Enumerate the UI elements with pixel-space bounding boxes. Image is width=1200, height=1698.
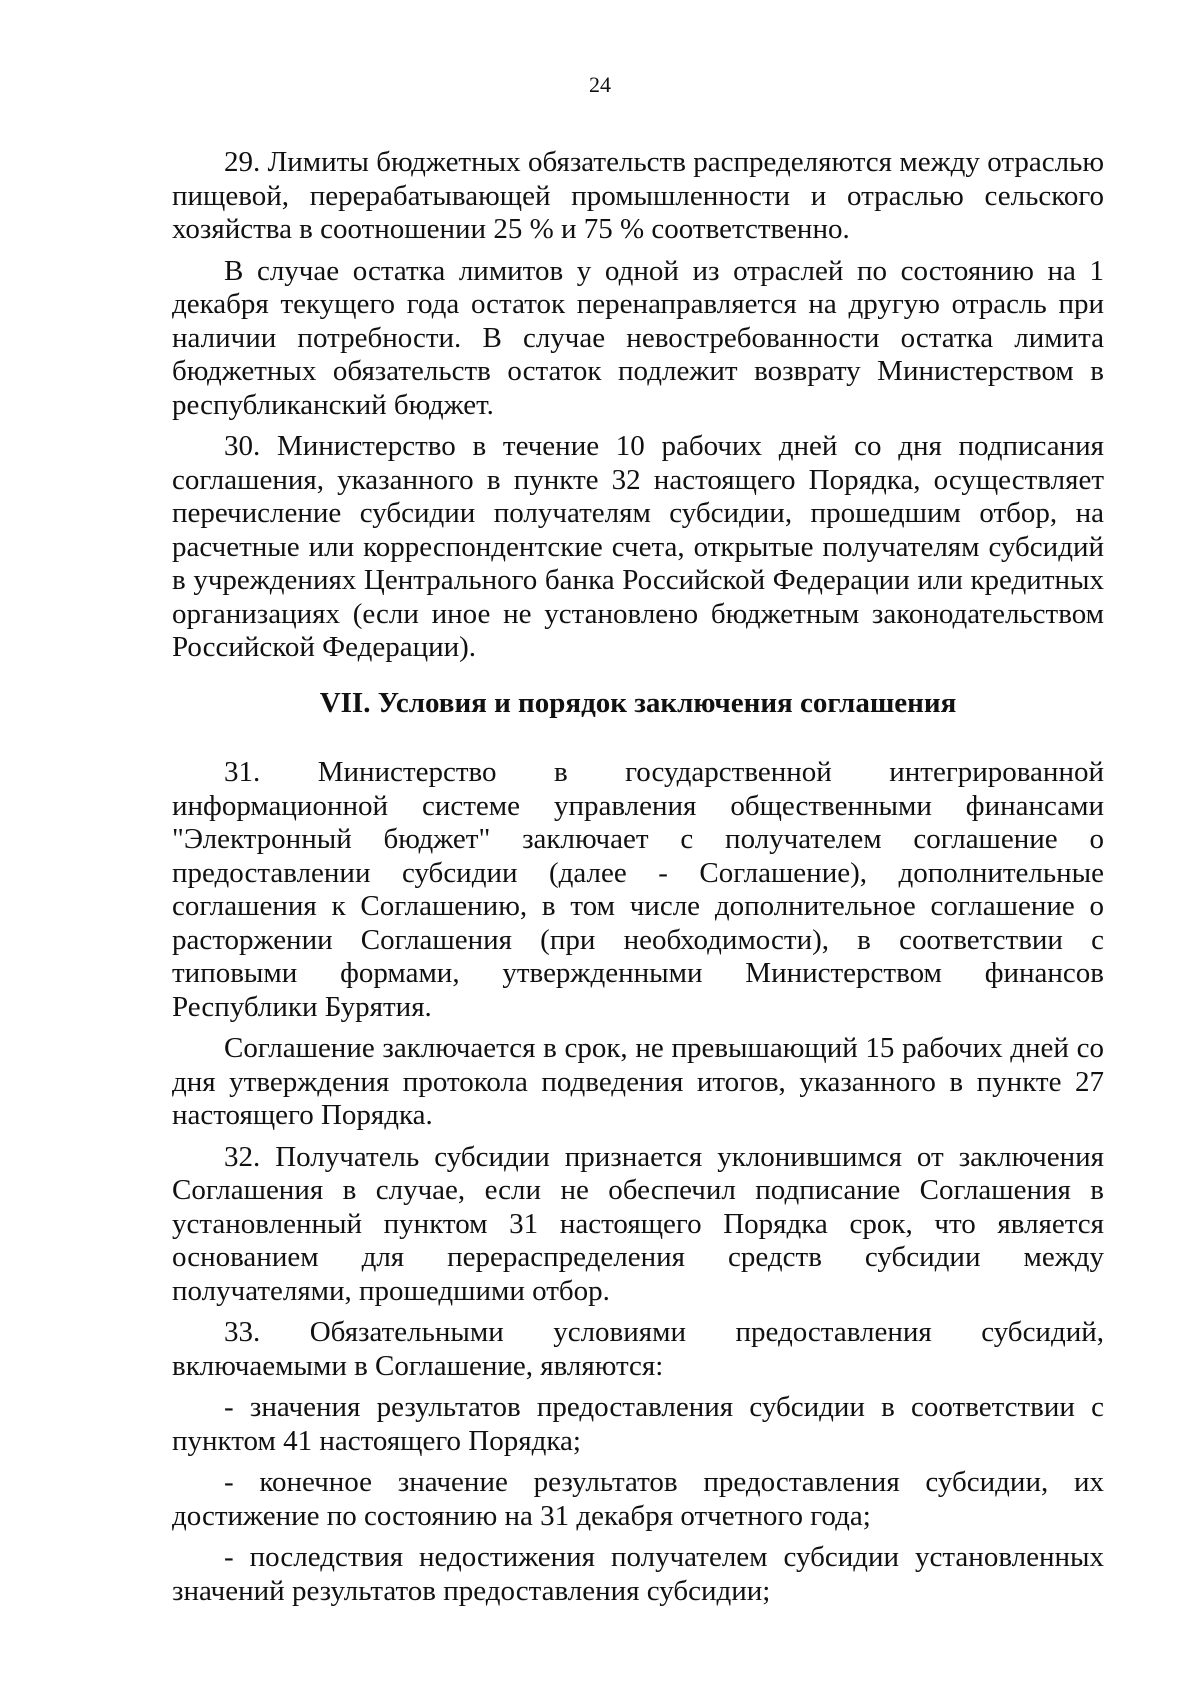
section-heading: VII. Условия и порядок заключения соглашения xyxy=(319,686,957,719)
paragraph-32: 32. Получатель субсидии признается уклонившимся от заключения Соглашения в случае, если не обеспечил подписание Соглашения в установленный пунктом 31 настоящего Порядка срок, что является основанием для перераспределения средств субсидии между получателями, прошедшими отбор. xyxy=(172,1140,1104,1307)
paragraph-33: 33. Обязательными условиями предоставления субсидий, включаемыми в Соглашение, являются: xyxy=(172,1316,1104,1382)
list-item-consequences: - последствия недостижения получателем субсидии установленных значений результатов предоставления субсидии; xyxy=(172,1541,1104,1607)
paragraph-29: 29. Лимиты бюджетных обязательств распределяются между отраслью пищевой, перерабатывающей промышленности и отраслью сельского хозяйства в соотношении 25 % и 75 % соответственно. xyxy=(172,146,1104,245)
paragraph-30: 30. Министерство в течение 10 рабочих дней со дня подписания соглашения, указанного в пункте 32 настоящего Порядка, осуществляет перечисление субсидии получателям субсидии, прошедшим отбор, на расчетные или корреспондентские счета, открытые получателям субсидий в учреждениях Центрального банка Российской Федерации или кредитных организациях (если иное не установлено бюджетным законодательством Российской Федерации). xyxy=(172,430,1104,663)
document-body xyxy=(172,146,1104,1616)
paragraph-agreement-term: Соглашение заключается в срок, не превышающий 15 рабочих дней со дня утверждения протокола подведения итогов, указанного в пункте 27 настоящего Порядка. xyxy=(172,1032,1104,1131)
list-item-result-values: - значения результатов предоставления субсидии в соответствии с пунктом 41 настоящего Порядка; xyxy=(172,1391,1104,1457)
list-item-final-value: - конечное значение результатов предоставления субсидии, их достижение по состоянию на 31 декабря отчетного года; xyxy=(172,1466,1104,1532)
paragraph-31: 31. Министерство в государственной интегрированной информационной системе управления общественными финансами "Электронный бюджет" заключает с получателем соглашение о предоставлении субсидии (далее - Соглашение), дополнительные соглашения к Соглашению, в том числе дополнительное соглашение о расторжении Соглашения (при необходимости), в соответствии с типовыми формами, утвержденными Министерством финансов Республики Бурятия. xyxy=(172,756,1104,1023)
paragraph-limits-remainder: В случае остатка лимитов у одной из отраслей по состоянию на 1 декабря текущего года остаток перенаправляется на другую отрасль при наличии потребности. В случае невостребованности остатка лимита бюджетных обязательств остаток подлежит возврату Министерством в республиканский бюджет. xyxy=(172,254,1104,421)
page-number: 24 xyxy=(589,72,611,97)
